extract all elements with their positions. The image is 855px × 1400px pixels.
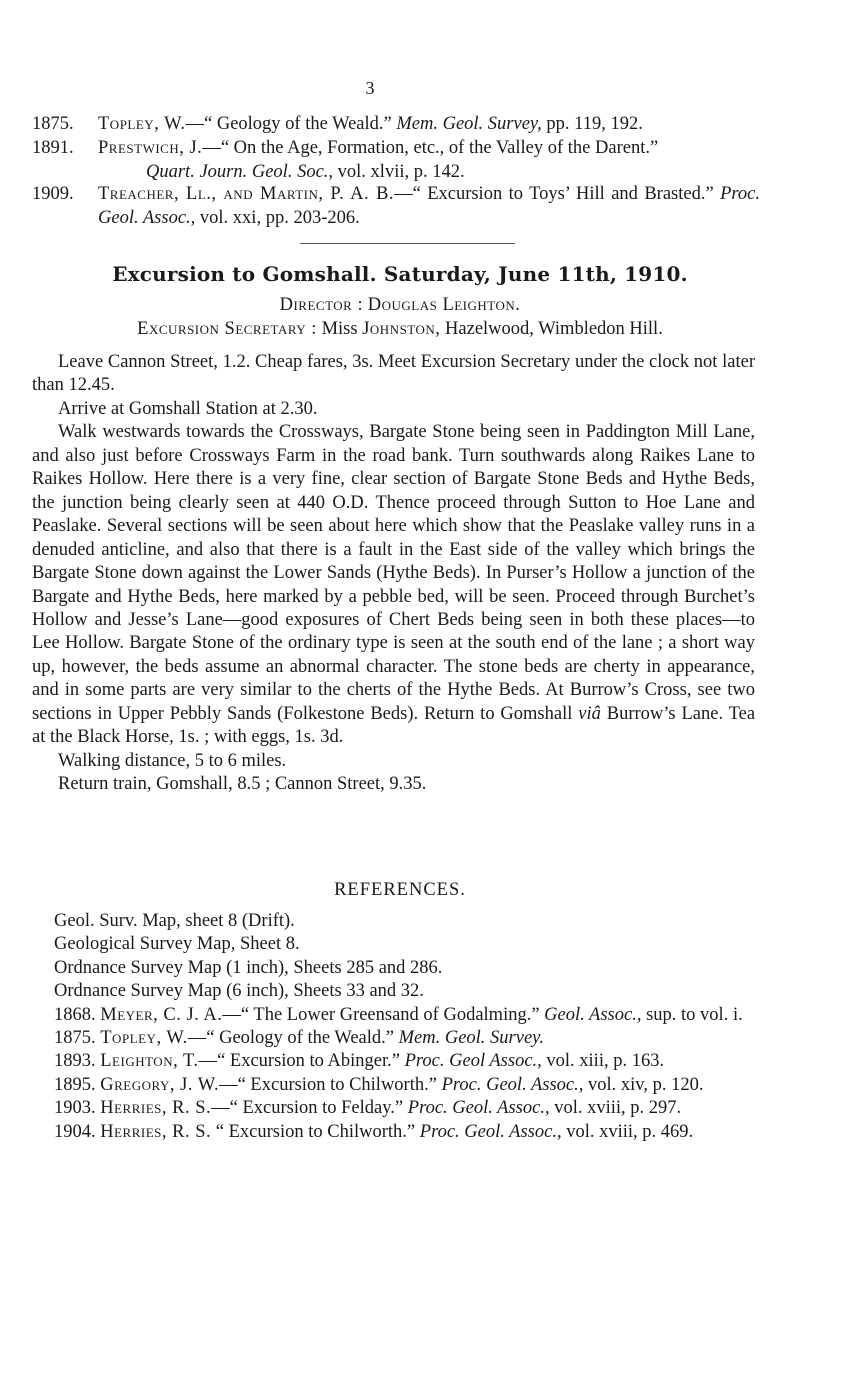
ref-author: Treacher, Ll., and Martin, P. A. B. <box>98 184 395 204</box>
ref-title: —“ On the Age, Formation, etc., of the Valley of the Darent.” <box>202 138 659 158</box>
reference-item <box>32 1004 755 1027</box>
page-number: 3 <box>365 78 375 98</box>
director-line <box>0 295 800 316</box>
reference-item <box>32 1121 755 1144</box>
ref-pages: vol. xiv, p. 120. <box>588 1074 704 1095</box>
ref-title: —“ Excursion to Chilworth.” <box>219 1074 437 1095</box>
secretary-title: Miss <box>321 319 358 339</box>
ref-pages: vol. xxi, pp. 203-206. <box>199 207 360 228</box>
ref-year: 1875. <box>32 114 74 134</box>
ref-author: Prestwich, J. <box>98 138 203 158</box>
ref-title: —“ Excursion to Abinger.” <box>198 1051 400 1072</box>
director-name: Douglas Leighton. <box>367 295 521 315</box>
ref-pages: vol. xiii, p. 163. <box>546 1051 665 1072</box>
ref-source: Proc. Geol Assoc., <box>404 1051 542 1072</box>
ref-year: 1891. <box>32 138 74 158</box>
ref-source: Proc. Geol. Assoc., <box>441 1074 584 1095</box>
ref-title: “ Excursion to Chilworth.” <box>211 1121 416 1142</box>
reference-item <box>32 1097 755 1120</box>
ref-pages: vol. xlvii, p. 142. <box>337 161 465 182</box>
ref-source: Geol. Assoc., <box>544 1004 642 1025</box>
ref-source: Proc. Geol. Assoc., <box>419 1121 562 1142</box>
paragraph: Leave Cannon Street, 1.2. Cheap fares, 3s. Meet Excursion Secretary under the clock not later than 12.45. <box>32 352 755 396</box>
ref-year: 1868. <box>54 1004 96 1025</box>
reference-item <box>32 1074 755 1097</box>
ref-source: Quart. Journ. Geol. Soc., <box>146 161 334 182</box>
ref-title: —“ Geology of the Weald.” <box>185 114 392 134</box>
paragraph <box>32 421 755 749</box>
ref-year: 1875. <box>54 1028 96 1049</box>
ref-author: Meyer, C. J. A. <box>100 1004 223 1025</box>
ref-year: 1895. <box>54 1074 96 1095</box>
paragraph-tail: Burrow’s Lane. Tea at the Black Horse, 1s. ; with eggs, 1s. 3d. <box>32 703 756 748</box>
ref-pages: vol. xviii, p. 469. <box>566 1121 694 1142</box>
references-list <box>32 910 755 1144</box>
ref-author: Herries, R. S. <box>100 1098 212 1119</box>
section-divider <box>300 243 515 244</box>
secretary-name: Johnston, <box>362 319 441 339</box>
ref-year: 1903. <box>54 1098 96 1119</box>
ref-author: Herries, R. S. <box>100 1121 212 1142</box>
ref-year: 1909. <box>32 184 74 204</box>
top-reference <box>32 183 760 230</box>
paragraph-text: Walk westwards towards the Crossways, Bargate Stone being seen in Paddington Mill Lane, and also just before Crossways Farm in the road bank. Turn southwards along Raikes Lane to Raikes Hollow. Here there is a very fine, clear section of Bargate Stone Beds and Hythe Beds, the junction being clearly seen at 440 O.D. Thence proceed through Sutton to Hoe Lane and Peaslake. Several sections will be seen about here which show that the Peaslake valley runs in a denuded anticline, and also that there is a fault in the East side of the valley which brings the Bargate Stone down against the Lower Sands (Hythe Beds). In Purser’s Hollow a junction of the Bargate and Hythe Beds, here marked by a pebble bed, will be seen. Proceed through Burchet’s Hollow and Jesse’s Lane—good exposures of Chert Beds being seen in both these places—to Lee Hollow. Bargate Stone of the ordinary type is seen at the south end of the lane ; a short way up, however, the beds assume an abnormal character. The stone beds are cherty in appearance, and in some parts are very similar to the cherts of the Hythe Beds. At Burrow’s Cross, see two sections in Upper Pebbly Sands (Folkestone Beds). Return to Gomshall <box>32 422 755 724</box>
ref-year: 1893. <box>54 1051 96 1072</box>
ref-author: Topley, W. <box>100 1028 188 1049</box>
ref-pages: sup. to vol. i. <box>646 1004 743 1025</box>
via-word: viâ <box>578 703 601 724</box>
top-reference <box>32 113 760 137</box>
ref-author: Leighton, T. <box>100 1051 199 1072</box>
reference-item: Geological Survey Map, Sheet 8. <box>54 934 300 955</box>
ref-pages: pp. 119, 192. <box>546 114 643 134</box>
ref-title: —“ Geology of the Weald.” <box>187 1028 394 1049</box>
ref-author: Gregory, J. W. <box>100 1074 220 1095</box>
ref-source: Proc. Geol. Assoc., <box>407 1098 550 1119</box>
secretary-address: Hazelwood, Wimbledon Hill. <box>445 319 663 339</box>
reference-item <box>32 1027 755 1050</box>
reference-item <box>32 1050 755 1073</box>
ref-source: Mem. Geol. Survey. <box>398 1028 544 1049</box>
ref-source: Mem. Geol. Survey, <box>396 114 542 134</box>
secretary-line <box>0 319 800 340</box>
reference-item: Ordnance Survey Map (1 inch), Sheets 285 and 286. <box>54 957 443 978</box>
ref-pages: vol. xviii, p. 297. <box>554 1098 682 1119</box>
top-reference <box>32 137 760 184</box>
excursion-title: Excursion to Gomshall. Saturday, June 11th, 1910. <box>112 262 688 286</box>
ref-title: —“ Excursion to Felday.” <box>211 1098 404 1119</box>
paragraph: Return train, Gomshall, 8.5 ; Cannon Street, 9.35. <box>58 774 427 795</box>
paragraph: Arrive at Gomshall Station at 2.30. <box>58 398 318 419</box>
references-heading: REFERENCES. <box>334 880 466 900</box>
ref-source: Proc. Geol. Assoc., <box>98 184 760 228</box>
ref-title: —“ Excursion to Toys’ Hill and Brasted.” <box>394 184 714 204</box>
ref-year: 1904. <box>54 1121 96 1142</box>
ref-author: Topley, W. <box>98 114 186 134</box>
secretary-label: Excursion Secretary : <box>137 319 317 339</box>
paragraph: Walking distance, 5 to 6 miles. <box>58 750 287 771</box>
reference-item: Geol. Surv. Map, sheet 8 (Drift). <box>54 911 295 931</box>
excursion-body <box>32 351 755 797</box>
reference-item: Ordnance Survey Map (6 inch), Sheets 33 and 32. <box>54 981 424 1002</box>
director-label: Director : <box>279 295 364 315</box>
ref-title: —“ The Lower Greensand of Godalming.” <box>222 1004 540 1025</box>
